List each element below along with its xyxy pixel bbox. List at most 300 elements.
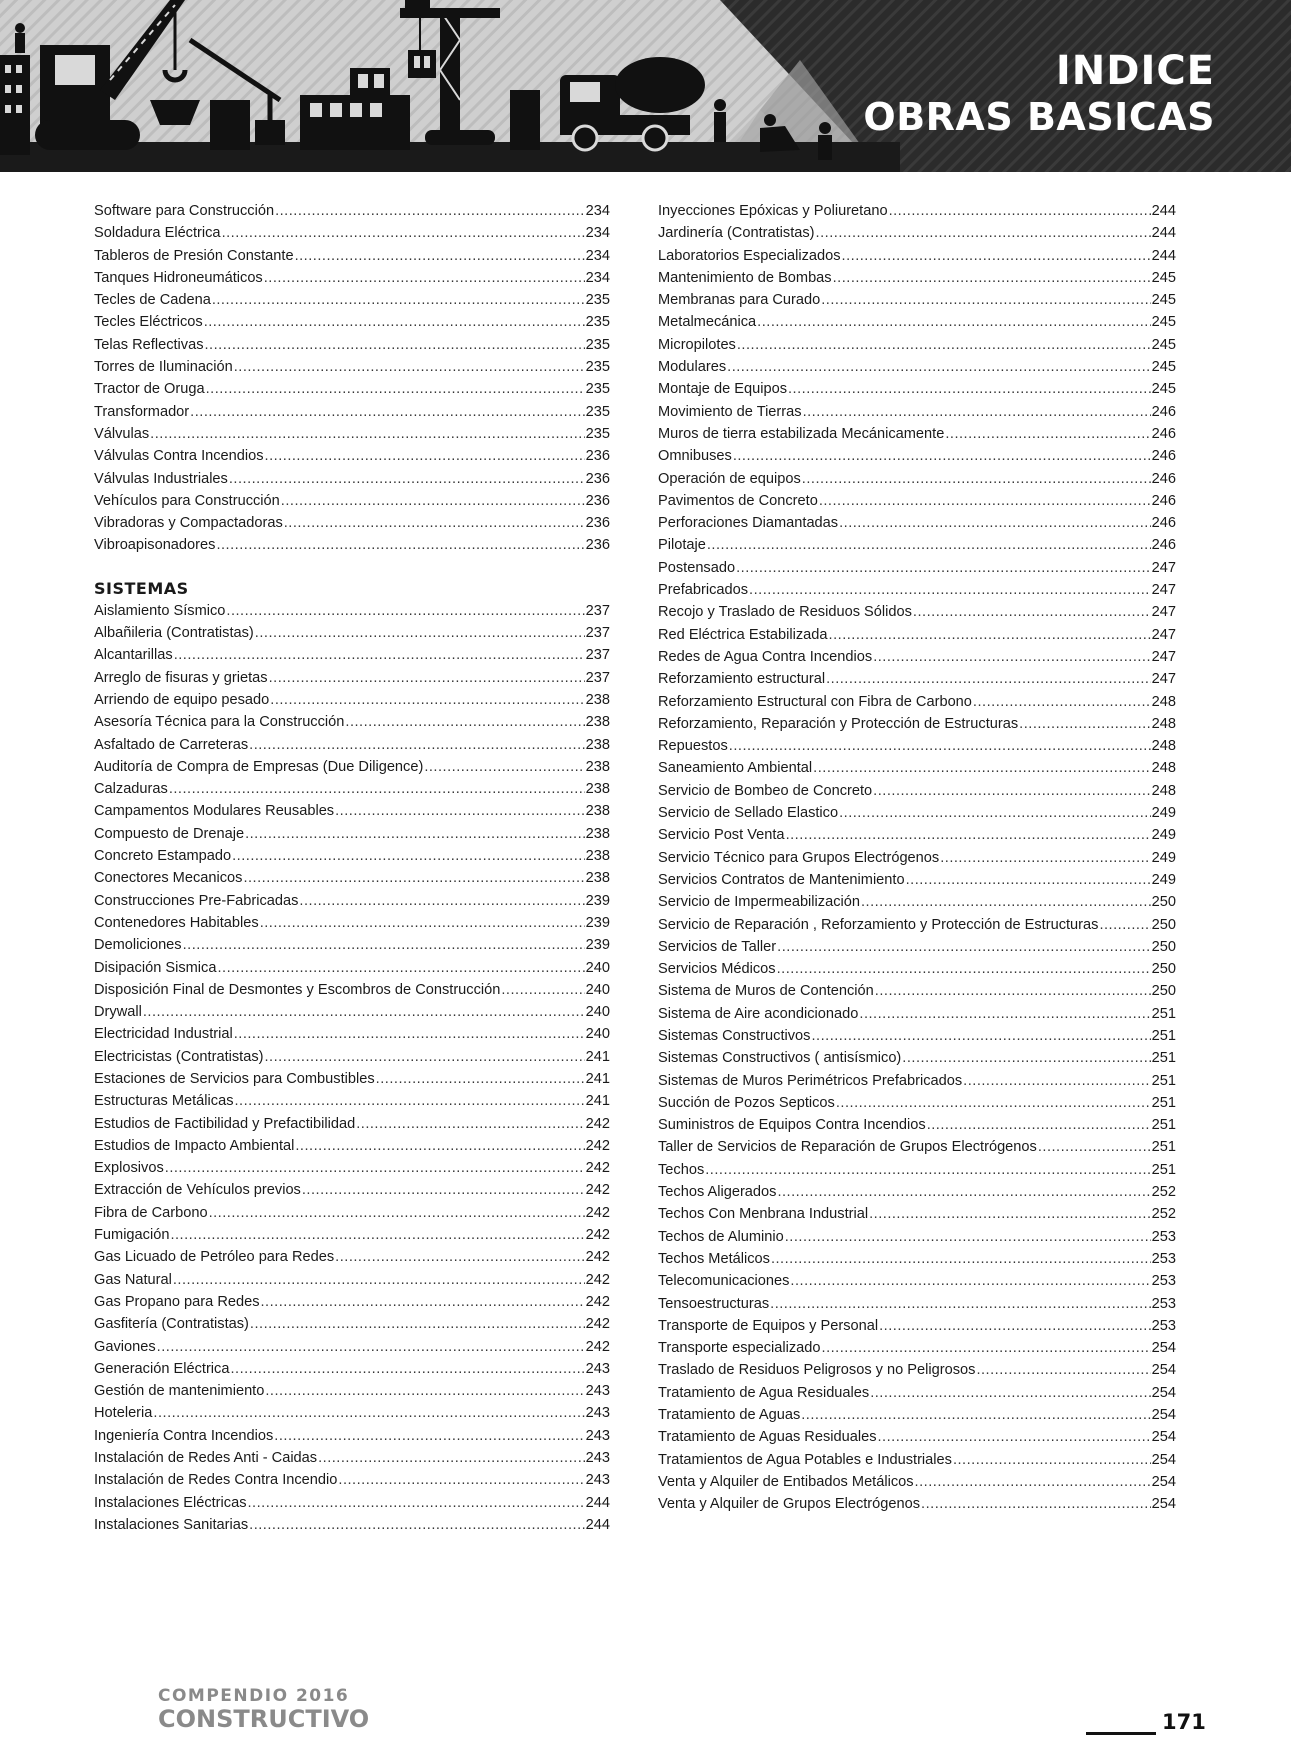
index-entry [94, 622, 610, 644]
index-entry [94, 289, 610, 311]
index-entry [658, 1248, 1176, 1270]
entry-name: Laboratorios Especializados [658, 247, 841, 264]
dot-leader [770, 1293, 1151, 1315]
index-entry [658, 557, 1176, 579]
index-entry [94, 800, 610, 822]
entry-page-number: 239 [585, 892, 610, 909]
index-entry [658, 802, 1176, 824]
entry-name: Servicio de Reparación , Reforzamiento y Protección de Estructuras [658, 916, 1099, 933]
entry-page-number: 238 [585, 848, 610, 865]
dot-leader [295, 1135, 584, 1157]
entry-page-number: 253 [1151, 1273, 1176, 1290]
entry-name: Disposición Final de Desmontes y Escombros de Construcción [94, 981, 501, 998]
entry-page-number: 253 [1151, 1250, 1176, 1267]
entry-page-number: 246 [1151, 448, 1176, 465]
entry-page-number: 239 [585, 914, 610, 931]
index-entry [94, 1358, 610, 1380]
entry-name: Sistema de Muros de Contención [658, 983, 874, 1000]
index-entry [658, 423, 1176, 445]
index-entry [658, 824, 1176, 846]
section-title-sistemas: SISTEMAS [94, 578, 189, 598]
entry-page-number: 250 [1151, 894, 1176, 911]
dot-leader [216, 534, 584, 556]
dot-leader [335, 800, 585, 822]
dot-leader [335, 1246, 584, 1268]
dot-leader [222, 222, 585, 244]
entry-page-number: 247 [1151, 604, 1176, 621]
dot-leader [165, 1157, 585, 1179]
index-entry [658, 1426, 1176, 1448]
dot-leader [295, 245, 585, 267]
index-entry [94, 1046, 610, 1068]
entry-page-number: 243 [585, 1427, 610, 1444]
index-entry [94, 1090, 610, 1112]
entry-name: Soldadura Eléctrica [94, 225, 221, 242]
entry-name: Explosivos [94, 1160, 164, 1177]
entry-page-number: 234 [585, 203, 610, 219]
entry-name: Auditoría de Compra de Empresas (Due Diligence) [94, 758, 424, 775]
entry-page-number: 236 [585, 515, 610, 532]
dot-leader [338, 1469, 584, 1491]
index-entry [658, 780, 1176, 802]
dot-leader [839, 512, 1151, 534]
entry-name: Instalación de Redes Anti - Caidas [94, 1450, 318, 1467]
dot-leader [249, 1514, 585, 1536]
dot-leader [839, 802, 1151, 824]
index-entry [658, 445, 1176, 467]
entry-page-number: 238 [585, 736, 610, 753]
dot-leader [424, 756, 584, 778]
dot-leader [801, 1404, 1150, 1426]
index-entry [94, 378, 610, 400]
entry-page-number: 238 [585, 691, 610, 708]
entry-name: Transporte especializado [658, 1340, 821, 1357]
entry-page-number: 236 [585, 448, 610, 465]
dot-leader [705, 1159, 1150, 1181]
dot-leader [150, 423, 584, 445]
entry-name: Tratamientos de Agua Potables e Industriales [658, 1451, 952, 1468]
index-entry [658, 1159, 1176, 1181]
entry-page-number: 235 [585, 336, 610, 353]
index-entry [94, 957, 610, 979]
entry-name: Arreglo de fisuras y grietas [94, 669, 268, 686]
index-entry [94, 1269, 610, 1291]
index-list-sistemas [94, 600, 610, 1536]
dot-leader [771, 1248, 1151, 1270]
entry-name: Gas Propano para Redes [94, 1293, 260, 1310]
index-entry [94, 1068, 610, 1090]
brand-line-2: CONSTRUCTIVO [158, 1705, 370, 1733]
dot-leader [170, 1224, 584, 1246]
entry-name: Modulares [658, 359, 727, 376]
dot-leader [973, 691, 1151, 713]
dot-leader [260, 912, 585, 934]
entry-page-number: 245 [1151, 269, 1176, 286]
dot-leader [757, 311, 1150, 333]
index-entry [94, 667, 610, 689]
index-entry [658, 1293, 1176, 1315]
entry-name: Instalaciones Sanitarias [94, 1516, 249, 1533]
index-entry [94, 1179, 610, 1201]
dot-leader [727, 356, 1151, 378]
dot-leader [733, 445, 1151, 467]
entry-name: Gasfitería (Contratistas) [94, 1316, 249, 1333]
index-entry [658, 1471, 1176, 1493]
index-entry [94, 512, 610, 534]
index-entry [658, 1025, 1176, 1047]
dot-leader [284, 512, 585, 534]
entry-name: Techos de Aluminio [658, 1228, 784, 1245]
entry-name: Ingeniería Contra Incendios [94, 1427, 274, 1444]
entry-name: Servicios Contratos de Mantenimiento [658, 871, 905, 888]
header-banner [0, 0, 1291, 172]
dot-leader [261, 1291, 585, 1313]
index-entry [658, 1493, 1176, 1515]
entry-page-number: 245 [1151, 359, 1176, 376]
index-entry [658, 1337, 1176, 1359]
dot-leader [234, 356, 585, 378]
index-entry [658, 1114, 1176, 1136]
dot-leader [802, 468, 1151, 490]
entry-name: Techos [658, 1161, 705, 1178]
index-entry [658, 601, 1176, 623]
entry-name: Pilotaje [658, 537, 706, 554]
dot-leader [889, 200, 1151, 222]
index-entry [94, 1313, 610, 1335]
entry-name: Redes de Agua Contra Incendios [658, 648, 873, 665]
dot-leader [234, 1023, 585, 1045]
index-entry [658, 534, 1176, 556]
entry-page-number: 241 [585, 1093, 610, 1110]
entry-name: Venta y Alquiler de Grupos Electrógenos [658, 1496, 921, 1513]
entry-page-number: 251 [1151, 1027, 1176, 1044]
dot-leader [250, 1313, 585, 1335]
entry-name: Instalación de Redes Contra Incendio [94, 1472, 338, 1489]
dot-leader [777, 1181, 1150, 1203]
entry-name: Servicio de Impermeabilización [658, 894, 860, 911]
entry-page-number: 242 [585, 1204, 610, 1221]
entry-page-number: 241 [585, 1048, 610, 1065]
entry-page-number: 252 [1151, 1184, 1176, 1201]
entry-name: Asesoría Técnica para la Construcción [94, 714, 345, 731]
entry-name: Tratamiento de Aguas Residuales [658, 1429, 877, 1446]
entry-name: Conectores Mecanicos [94, 870, 243, 887]
dot-leader [861, 891, 1151, 913]
dot-leader [264, 267, 585, 289]
index-entry [94, 1001, 610, 1023]
entry-page-number: 239 [585, 937, 610, 954]
entry-page-number: 247 [1151, 648, 1176, 665]
entry-page-number: 251 [1151, 1161, 1176, 1178]
index-entry [94, 334, 610, 356]
index-entry [658, 980, 1176, 1002]
entry-name: Servicio de Bombeo de Concreto [658, 782, 873, 799]
index-entry [94, 867, 610, 889]
entry-page-number: 243 [585, 1360, 610, 1377]
index-entry [658, 869, 1176, 891]
entry-name: Postensado [658, 559, 736, 576]
dot-leader [281, 490, 585, 512]
entry-page-number: 244 [1151, 225, 1176, 242]
entry-page-number: 254 [1151, 1362, 1176, 1379]
dot-leader [878, 1426, 1151, 1448]
entry-page-number: 253 [1151, 1295, 1176, 1312]
dot-leader [940, 847, 1150, 869]
page-number-rule [1086, 1732, 1156, 1735]
dot-leader [255, 622, 585, 644]
index-entry [94, 1469, 610, 1491]
entry-name: Omnibuses [658, 448, 732, 465]
entry-name: Gaviones [94, 1338, 156, 1355]
entry-page-number: 245 [1151, 336, 1176, 353]
entry-name: Recojo y Traslado de Residuos Sólidos [658, 604, 912, 621]
entry-name: Prefabricados [658, 582, 749, 599]
index-entry [658, 1449, 1176, 1471]
entry-name: Disipación Sismica [94, 959, 217, 976]
dot-leader [927, 1114, 1151, 1136]
entry-page-number: 244 [585, 1494, 610, 1511]
entry-name: Reforzamiento estructural [658, 671, 826, 688]
entry-name: Telecomunicaciones [658, 1273, 790, 1290]
index-entry [94, 1514, 610, 1536]
entry-page-number: 235 [585, 381, 610, 398]
index-entry [658, 757, 1176, 779]
entry-page-number: 235 [585, 403, 610, 420]
entry-page-number: 254 [1151, 1451, 1176, 1468]
dot-leader [749, 579, 1151, 601]
dot-leader [816, 222, 1151, 244]
entry-page-number: 238 [585, 714, 610, 731]
index-entry [658, 356, 1176, 378]
entry-page-number: 251 [1151, 1139, 1176, 1156]
index-entry [94, 1135, 610, 1157]
entry-name: Sistema de Aire acondicionado [658, 1005, 859, 1022]
dot-leader [205, 334, 585, 356]
dot-leader [829, 624, 1151, 646]
entry-name: Saneamiento Ambiental [658, 760, 813, 777]
index-entry [658, 936, 1176, 958]
entry-name: Concreto Estampado [94, 848, 232, 865]
dot-leader [265, 1380, 584, 1402]
entry-page-number: 240 [585, 959, 610, 976]
dot-leader [819, 490, 1151, 512]
index-entry [94, 356, 610, 378]
entry-name: Sistemas Constructivos [658, 1027, 811, 1044]
entry-name: Montaje de Equipos [658, 381, 787, 398]
entry-page-number: 247 [1151, 582, 1176, 599]
dot-leader [209, 1202, 585, 1224]
dot-leader [174, 644, 585, 666]
entry-page-number: 235 [585, 314, 610, 331]
dot-leader [173, 1269, 585, 1291]
index-entry [658, 222, 1176, 244]
entry-name: Gas Natural [94, 1271, 172, 1288]
index-entry [94, 778, 610, 800]
entry-name: Estudios de Factibilidad y Prefactibilidad [94, 1115, 356, 1132]
entry-name: Alcantarillas [94, 647, 173, 664]
entry-name: Pavimentos de Concreto [658, 492, 818, 509]
index-entry [94, 689, 610, 711]
entry-page-number: 248 [1151, 715, 1176, 732]
entry-page-number: 237 [585, 647, 610, 664]
entry-name: Jardinería (Contratistas) [658, 225, 815, 242]
dot-leader [906, 869, 1151, 891]
brand-line-1: COMPENDIO 2016 [158, 1686, 350, 1706]
dot-leader [785, 1226, 1151, 1248]
index-entry [658, 512, 1176, 534]
entry-name: Válvulas Contra Incendios [94, 448, 264, 465]
entry-name: Telas Reflectivas [94, 336, 204, 353]
entry-page-number: 246 [1151, 470, 1176, 487]
entry-page-number: 254 [1151, 1429, 1176, 1446]
page-title [863, 48, 1215, 140]
index-entry [94, 912, 610, 934]
entry-page-number: 247 [1151, 626, 1176, 643]
dot-leader [873, 780, 1150, 802]
entry-page-number: 242 [585, 1115, 610, 1132]
dot-leader [873, 646, 1150, 668]
entry-page-number: 253 [1151, 1228, 1176, 1245]
index-entry [94, 600, 610, 622]
index-entry [94, 468, 610, 490]
page-number: 171 [1162, 1710, 1206, 1734]
entry-page-number: 246 [1151, 403, 1176, 420]
entry-name: Transformador [94, 403, 190, 420]
dot-leader [1019, 713, 1150, 735]
entry-page-number: 240 [585, 1004, 610, 1021]
index-entry [94, 401, 610, 423]
index-entry [658, 1359, 1176, 1381]
entry-name: Contenedores Habitables [94, 914, 259, 931]
dot-leader [143, 1001, 585, 1023]
entry-page-number: 237 [585, 669, 610, 686]
entry-name: Traslado de Residuos Peligrosos y no Peligrosos [658, 1362, 976, 1379]
entry-name: Sistemas de Muros Perimétricos Prefabricados [658, 1072, 963, 1089]
entry-page-number: 249 [1151, 849, 1176, 866]
entry-page-number: 234 [585, 269, 610, 286]
entry-page-number: 242 [585, 1249, 610, 1266]
entry-page-number: 243 [585, 1383, 610, 1400]
entry-page-number: 246 [1151, 425, 1176, 442]
index-entry [94, 1447, 610, 1469]
entry-name: Inyecciones Epóxicas y Poliuretano [658, 203, 888, 219]
entry-name: Perforaciones Diamantadas [658, 515, 839, 532]
dot-leader [318, 1447, 585, 1469]
dot-leader [274, 1425, 584, 1447]
dot-leader [976, 1359, 1150, 1381]
index-entry [658, 1203, 1176, 1225]
entry-page-number: 242 [585, 1160, 610, 1177]
entry-page-number: 252 [1151, 1206, 1176, 1223]
dot-leader [229, 468, 585, 490]
entry-name: Compuesto de Drenaje [94, 825, 245, 842]
entry-page-number: 242 [585, 1182, 610, 1199]
entry-page-number: 238 [585, 758, 610, 775]
entry-name: Reforzamiento, Reparación y Protección de Estructuras [658, 715, 1019, 732]
dot-leader [299, 890, 584, 912]
dot-leader [265, 445, 585, 467]
index-entry [658, 958, 1176, 980]
entry-name: Servicios de Taller [658, 938, 777, 955]
index-entry [94, 1157, 610, 1179]
title-line-section: OBRAS BASICAS [863, 95, 1215, 139]
index-entry [658, 1404, 1176, 1426]
entry-page-number: 254 [1151, 1496, 1176, 1513]
dot-leader [788, 378, 1151, 400]
entry-page-number: 238 [585, 825, 610, 842]
entry-name: Instalaciones Eléctricas [94, 1494, 247, 1511]
entry-name: Gas Licuado de Petróleo para Redes [94, 1249, 335, 1266]
index-entry [94, 1425, 610, 1447]
entry-page-number: 235 [585, 425, 610, 442]
entry-page-number: 250 [1151, 983, 1176, 1000]
entry-name: Generación Eléctrica [94, 1360, 230, 1377]
entry-name: Fibra de Carbono [94, 1204, 208, 1221]
entry-page-number: 242 [585, 1293, 610, 1310]
index-entry [94, 644, 610, 666]
entry-page-number: 249 [1151, 827, 1176, 844]
index-entry [94, 1402, 610, 1424]
index-entry [658, 1092, 1176, 1114]
dot-leader [803, 401, 1151, 423]
index-entry [94, 245, 610, 267]
dot-leader [269, 667, 585, 689]
index-entry [94, 1336, 610, 1358]
entry-name: Albañileria (Contratistas) [94, 625, 254, 642]
dot-leader [157, 1336, 585, 1358]
dot-leader [736, 557, 1151, 579]
dot-leader [226, 600, 584, 622]
dot-leader [190, 401, 584, 423]
dot-leader [879, 1315, 1151, 1337]
entry-name: Servicio de Sellado Elastico [658, 805, 839, 822]
entry-name: Tratamiento de Agua Residuales [658, 1384, 870, 1401]
index-entry [658, 1047, 1176, 1069]
entry-page-number: 242 [585, 1316, 610, 1333]
index-entry [658, 1315, 1176, 1337]
entry-page-number: 248 [1151, 693, 1176, 710]
entry-name: Sistemas Constructivos ( antisísmico) [658, 1050, 902, 1067]
index-entry [94, 890, 610, 912]
index-entry [658, 490, 1176, 512]
entry-page-number: 235 [585, 359, 610, 376]
index-entry [94, 934, 610, 956]
dot-leader [249, 734, 585, 756]
index-entry [658, 289, 1176, 311]
entry-name: Membranas para Curado [658, 292, 821, 309]
entry-name: Software para Construcción [94, 203, 275, 219]
index-entry [658, 1382, 1176, 1404]
dot-leader [217, 957, 584, 979]
entry-page-number: 251 [1151, 1117, 1176, 1134]
entry-name: Fumigación [94, 1227, 170, 1244]
entry-page-number: 253 [1151, 1317, 1176, 1334]
entry-name: Movimiento de Tierras [658, 403, 802, 420]
entry-name: Válvulas [94, 425, 150, 442]
entry-name: Calzaduras [94, 781, 168, 798]
dot-leader [248, 1492, 585, 1514]
dot-leader [915, 1471, 1151, 1493]
entry-page-number: 245 [1151, 314, 1176, 331]
dot-leader [737, 334, 1151, 356]
entry-name: Micropilotes [658, 336, 736, 353]
entry-name: Suministros de Equipos Contra Incendios [658, 1117, 926, 1134]
index-entry [94, 1492, 610, 1514]
entry-page-number: 251 [1151, 1094, 1176, 1111]
entry-name: Red Eléctrica Estabilizada [658, 626, 828, 643]
entry-page-number: 241 [585, 1070, 610, 1087]
entry-name: Vibradoras y Compactadoras [94, 515, 283, 532]
